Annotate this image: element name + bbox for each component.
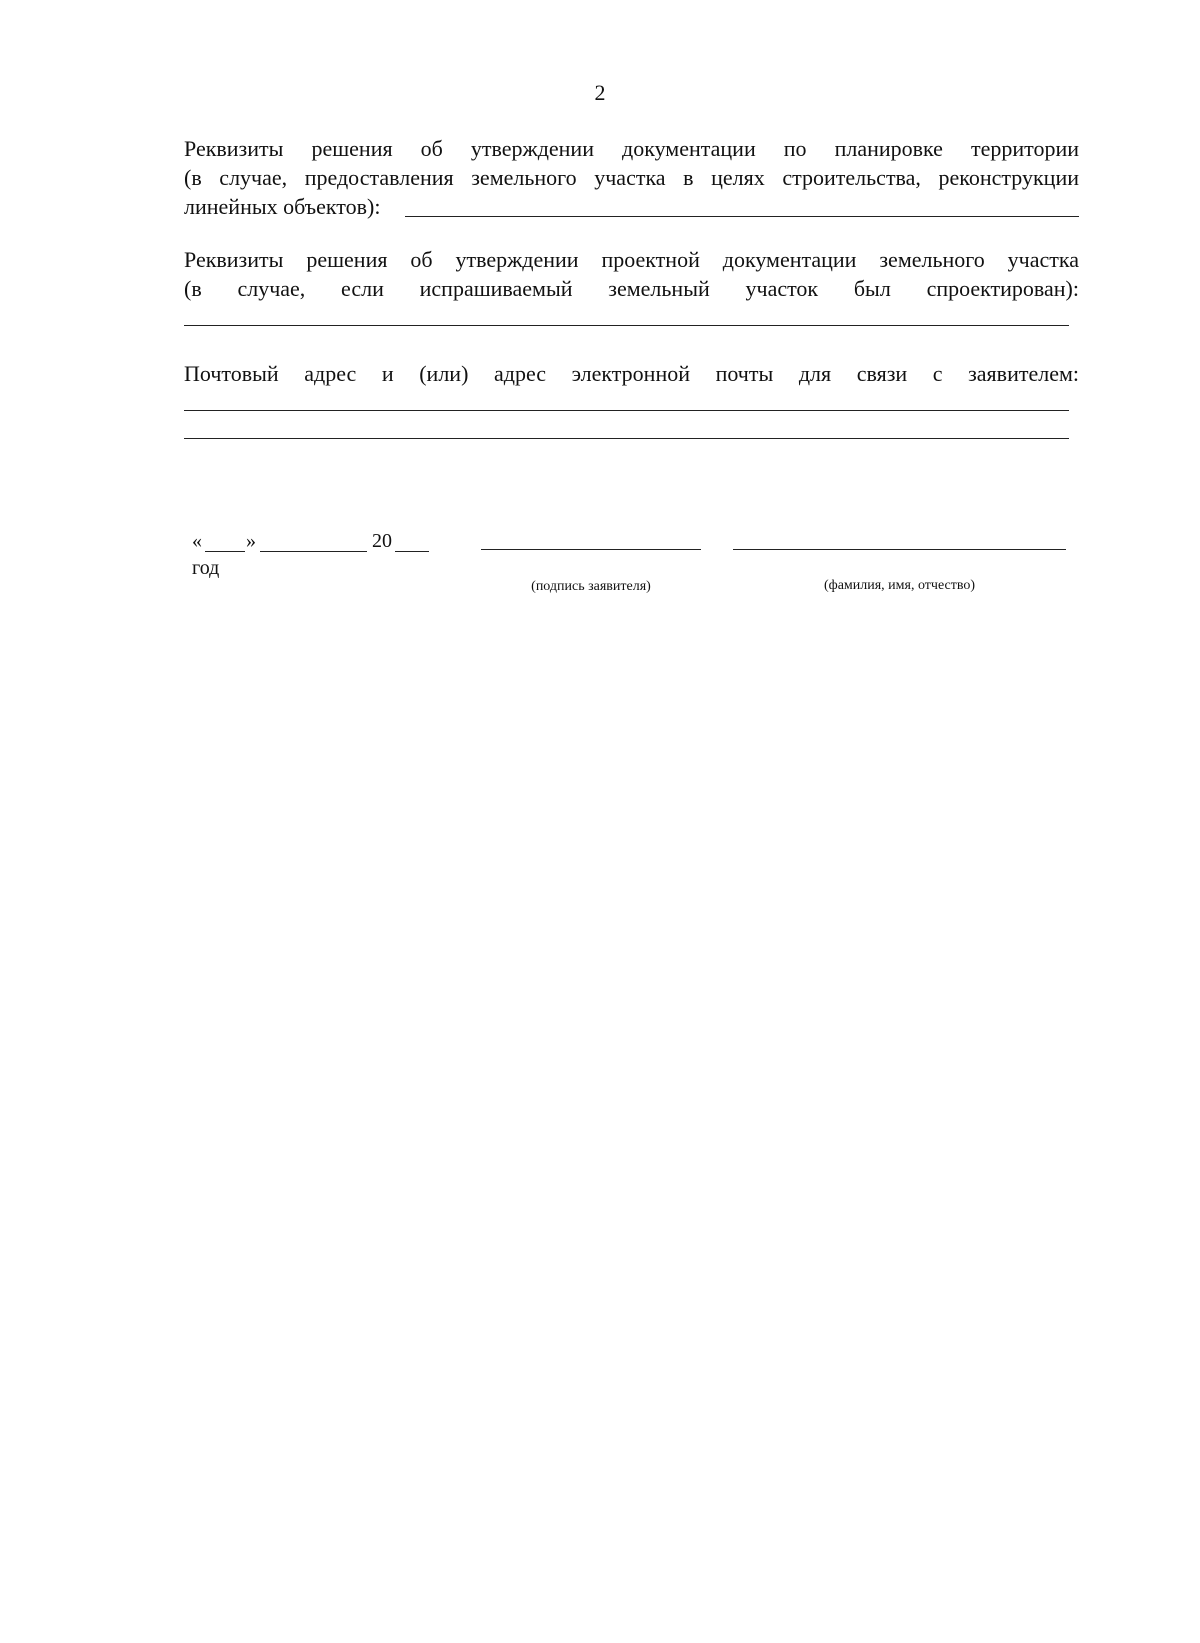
date-year-field[interactable] — [395, 551, 429, 552]
signature-field[interactable] — [481, 549, 701, 550]
full-name-field[interactable] — [733, 549, 1066, 550]
contact-answer-line-1[interactable] — [184, 410, 1069, 411]
date-year-prefix: 20 — [372, 530, 392, 552]
date-day-field[interactable] — [205, 551, 245, 552]
project-text-line-2: (в случае, если испрашиваемый земельный участок был спроектирован): — [184, 276, 1079, 301]
date-quote-open: « — [192, 530, 202, 552]
date-quote-close: » — [246, 530, 256, 552]
date-month-field[interactable] — [260, 551, 367, 552]
planning-text-line-1: Реквизиты решения об утверждении документации по планировке территории — [184, 136, 1079, 161]
project-text-line-1: Реквизиты решения об утверждении проектной документации земельного участка — [184, 247, 1079, 272]
planning-text-line-2: (в случае, предоставления земельного участка в целях строительства, реконструкции — [184, 165, 1079, 190]
full-name-caption: (фамилия, имя, отчество) — [823, 578, 976, 593]
contact-text-line-1: Почтовый адрес и (или) адрес электронной почты для связи с заявителем: — [184, 361, 1079, 386]
planning-answer-line[interactable] — [405, 216, 1079, 217]
page-number: 2 — [594, 80, 606, 105]
contact-answer-line-2[interactable] — [184, 438, 1069, 439]
signature-caption: (подпись заявителя) — [531, 579, 651, 594]
date-year-word: год — [192, 557, 220, 579]
project-answer-line[interactable] — [184, 325, 1069, 326]
planning-text-line-3: линейных объектов): — [184, 194, 381, 219]
